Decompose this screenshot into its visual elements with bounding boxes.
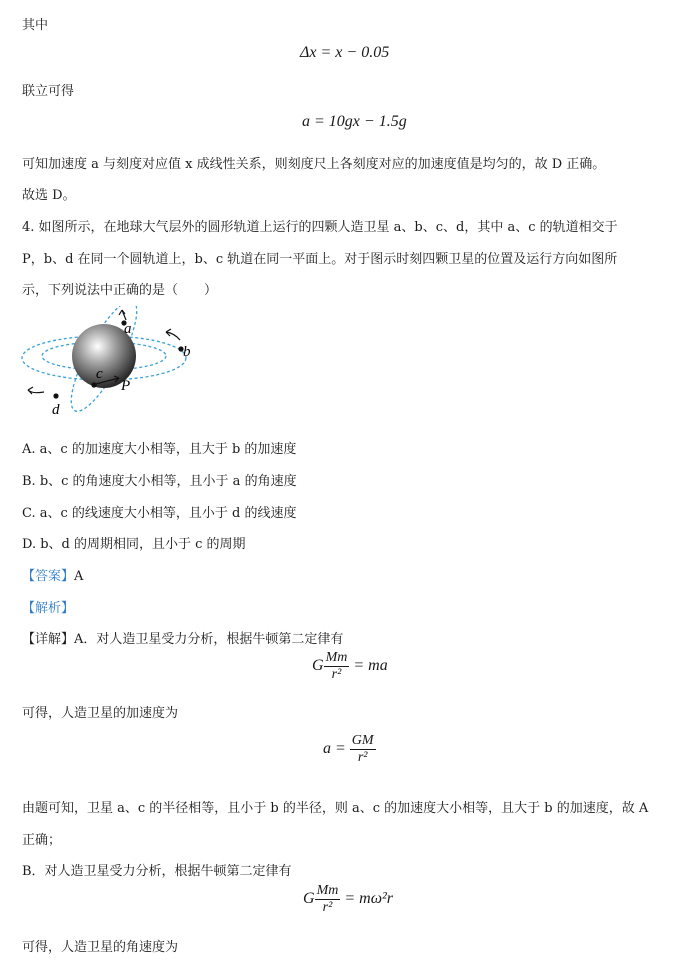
satellite-c-dot <box>91 382 96 387</box>
arrow-b <box>166 332 180 340</box>
eq-g: G <box>312 657 324 675</box>
answer-line <box>22 565 83 584</box>
eq-frac-den: r² <box>331 667 342 682</box>
eq-a-num: GM <box>351 733 374 748</box>
detail-line-3: 由题可知，卫星 a、c 的半径相等，且小于 b 的半径，则 a、c 的加速度大小相等，且大于 b 的加速度，故 A <box>22 801 649 816</box>
equation-acceleration <box>323 733 376 766</box>
eq-frac-num: Mm <box>325 650 348 665</box>
eq-a-lhs: a = <box>323 740 346 758</box>
analysis-label: 【解析】 <box>22 601 75 616</box>
label-c: c <box>96 366 103 382</box>
line-conclusion-d: 可知加速度 a 与刻度对应值 x 成线性关系，则刻度尺上各刻度对应的加速度值是均匀的，故 D 正确。 <box>22 157 606 172</box>
satellite-d-dot <box>53 393 58 398</box>
eq2-frac-num: Mm <box>316 883 339 898</box>
label-d: d <box>52 402 60 418</box>
question-4-line-1: 4. 如图所示，在地球大气层外的圆形轨道上运行的四颗人造卫星 a、b、c、d，其中 a、c 的轨道相交于 <box>22 220 618 235</box>
equation-gravity-omega <box>303 883 393 916</box>
equation-a-linear: a = 10gx − 1.5g <box>302 113 407 130</box>
option-c: C. a、c 的线速度大小相等，且小于 d 的线速度 <box>22 506 297 521</box>
question-4-line-3: 示，下列说法中正确的是（ ） <box>22 283 218 298</box>
option-d: D. b、d 的周期相同，且小于 c 的周期 <box>22 537 246 552</box>
eq-rhs: = ma <box>353 657 388 675</box>
eq-a-den: r² <box>357 750 368 765</box>
detail-line-6: 可得，人造卫星的角速度为 <box>22 940 179 955</box>
detail-line-1: 【详解】A．对人造卫星受力分析，根据牛顿第二定律有 <box>22 632 344 647</box>
satellite-orbit-figure <box>18 306 208 428</box>
label-p: P <box>121 378 131 394</box>
equation-gravity-ma <box>312 650 388 683</box>
eq2-g: G <box>303 890 315 908</box>
detail-line-5: B．对人造卫星受力分析，根据牛顿第二定律有 <box>22 864 292 879</box>
eq2-rhs: = mω²r <box>344 890 394 908</box>
label-b: b <box>183 344 191 360</box>
answer-value: A <box>74 569 84 584</box>
answer-label: 【答案】 <box>22 569 75 584</box>
eq2-frac-den: r² <box>322 900 333 915</box>
question-4-line-2: P，b、d 在同一个圆轨道上，b、c 轨道在同一平面上。对于图示时刻四颗卫星的位置及运行方向如图所 <box>22 252 618 267</box>
detail-line-4: 正确； <box>22 833 62 848</box>
equation-delta-x: Δx = x − 0.05 <box>300 44 390 61</box>
line-choose-d: 故选 D。 <box>22 188 76 203</box>
option-b: B. b、c 的角速度大小相等，且小于 a 的角速度 <box>22 474 297 489</box>
detail-line-2: 可得，人造卫星的加速度为 <box>22 706 179 721</box>
line-lianli: 联立可得 <box>22 84 75 99</box>
label-a: a <box>124 321 132 337</box>
line-qizhong: 其中 <box>22 18 49 33</box>
option-a: A. a、c 的加速度大小相等，且大于 b 的加速度 <box>22 442 297 457</box>
